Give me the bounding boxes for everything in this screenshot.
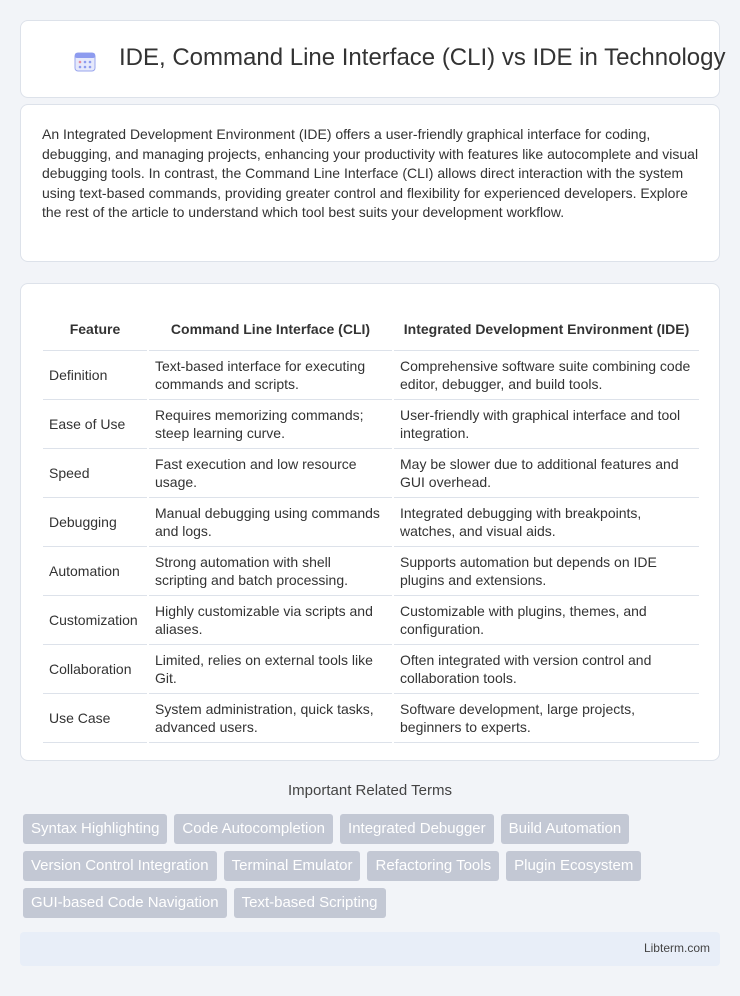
cli-cell: Highly customizable via scripts and aliases. — [148, 595, 393, 644]
feature-cell: Customization — [43, 595, 148, 644]
footer-site-link[interactable]: Libterm.com — [643, 941, 710, 955]
cli-cell: Text-based interface for executing commands and scripts. — [148, 350, 393, 399]
related-term-tag[interactable]: Code Autocompletion — [174, 814, 333, 844]
table-row — [43, 644, 699, 693]
ide-cell: Integrated debugging with breakpoints, watches, and visual aids. — [393, 497, 699, 546]
cli-cell: Manual debugging using commands and logs. — [148, 497, 393, 546]
ide-cell: Comprehensive software suite combining code editor, debugger, and build tools. — [393, 350, 699, 399]
footer — [20, 932, 720, 966]
table-row — [43, 693, 699, 742]
header-card — [20, 20, 726, 98]
ide-cell: Software development, large projects, beginners to experts. — [393, 693, 699, 742]
table-row — [43, 595, 699, 644]
cli-cell: System administration, quick tasks, advanced users. — [148, 693, 393, 742]
feature-cell: Use Case — [43, 693, 148, 742]
related-term-tag[interactable]: Text-based Scripting — [234, 888, 386, 918]
cli-cell: Requires memorizing commands; steep learning curve. — [148, 399, 393, 448]
cli-cell: Fast execution and low resource usage. — [148, 448, 393, 497]
table-row — [43, 546, 699, 595]
feature-cell: Definition — [43, 350, 148, 399]
related-term-tag[interactable]: Version Control Integration — [23, 851, 217, 881]
related-terms-list — [23, 814, 713, 925]
header-cli: Command Line Interface (CLI) — [148, 304, 393, 350]
related-term-tag[interactable]: Build Automation — [501, 814, 630, 844]
ide-cell: User-friendly with graphical interface and tool integration. — [393, 399, 699, 448]
intro-paragraph: An Integrated Development Environment (IDE) offers a user-friendly graphical interface for coding, debugging, and managing projects, enhancing your productivity with features like autocomplete and visual debugging tools. In contrast, the Command Line Interface (CLI) allows direct interaction with the system using text-based commands, providing greater control and flexibility for experienced developers. Explore the rest of the article to understand which tool best suits your development workflow. — [42, 126, 699, 221]
feature-cell: Collaboration — [43, 644, 148, 693]
cli-cell: Limited, relies on external tools like Git. — [148, 644, 393, 693]
related-term-tag[interactable]: Terminal Emulator — [224, 851, 361, 881]
table-header-row — [43, 304, 699, 350]
related-terms-title: Important Related Terms — [288, 782, 452, 799]
cli-cell: Strong automation with shell scripting and batch processing. — [148, 546, 393, 595]
table-row — [43, 350, 699, 399]
feature-cell: Ease of Use — [43, 399, 148, 448]
ide-cell: Customizable with plugins, themes, and configuration. — [393, 595, 699, 644]
ide-cell: May be slower due to additional features and GUI overhead. — [393, 448, 699, 497]
related-term-tag[interactable]: Refactoring Tools — [367, 851, 499, 881]
header-feature: Feature — [43, 304, 148, 350]
feature-cell: Speed — [43, 448, 148, 497]
header-ide: Integrated Development Environment (IDE) — [393, 304, 699, 350]
table-row — [43, 497, 699, 546]
feature-cell: Debugging — [43, 497, 148, 546]
related-term-tag[interactable]: GUI-based Code Navigation — [23, 888, 227, 918]
calendar-grid-icon — [73, 49, 97, 73]
related-term-tag[interactable]: Integrated Debugger — [340, 814, 494, 844]
comparison-table-card — [20, 283, 720, 761]
feature-cell: Automation — [43, 546, 148, 595]
page-title: IDE, Command Line Interface (CLI) vs IDE in Technology — [119, 44, 726, 71]
intro-card — [20, 104, 720, 262]
ide-cell: Often integrated with version control and collaboration tools. — [393, 644, 699, 693]
ide-cell: Supports automation but depends on IDE plugins and extensions. — [393, 546, 699, 595]
related-term-tag[interactable]: Syntax Highlighting — [23, 814, 167, 844]
table-row — [43, 448, 699, 497]
comparison-table — [43, 304, 699, 743]
related-term-tag[interactable]: Plugin Ecosystem — [506, 851, 641, 881]
table-row — [43, 399, 699, 448]
